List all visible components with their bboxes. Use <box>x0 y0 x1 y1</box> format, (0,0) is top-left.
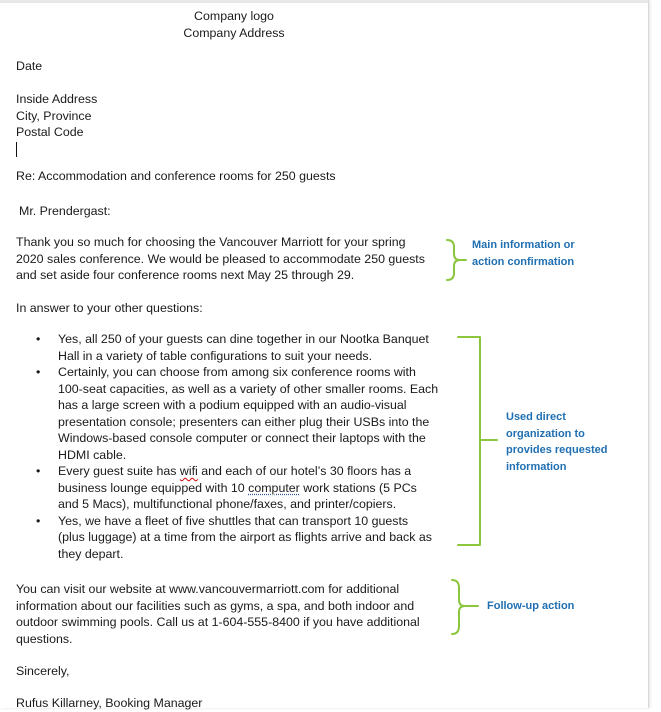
spelling-error-word[interactable]: wifi <box>179 464 198 478</box>
date-line: Date <box>16 59 43 73</box>
list-item: • Yes, we have a fleet of five shuttles that can transport 10 guests (plus luggage) at a time from the airport as flights arrive and back as they depart. <box>36 513 432 561</box>
annotation-main-information: Main information or action confirmation <box>472 239 575 268</box>
postal-code-line: Postal Code <box>16 125 84 139</box>
signature-line: Rufus Killarney, Booking Manager <box>16 696 203 710</box>
answers-list <box>32 331 462 562</box>
intro-line: Thank you so much for choosing the Vancouver Marriott for your spring <box>16 235 406 249</box>
annotation-follow-up: Follow-up action <box>487 600 575 612</box>
company-logo-placeholder: Company logo <box>194 9 274 23</box>
bullet-icon: • <box>36 513 41 528</box>
closing-line: questions. <box>16 631 73 646</box>
sign-off: Sincerely, <box>16 664 70 678</box>
page-top-edge <box>0 0 648 3</box>
intro-line: and set aside four conference rooms next May 25 through 29. <box>16 268 355 282</box>
annotation-direct-organization: Used direct organization to provides requested information <box>506 411 608 473</box>
bullet-icon: • <box>36 464 41 478</box>
closing-line: You can visit our website at www.vancouvermarriott.com for additional <box>16 582 400 596</box>
company-address: Company Address <box>183 26 285 40</box>
inside-address-line: Inside Address <box>16 92 98 106</box>
list-item: • Every guest suite has wifi and each of our hotel’s 30 floors has a business lounge equipped with 10 computer work stations (5 PCs and 5 Macs), multifunctional phone/faxes, and printer/copiers. <box>36 464 417 511</box>
intro-line: 2020 sales conference. We would be pleased to accommodate 250 guests <box>16 251 425 266</box>
list-item: • Certainly, you can choose from among six conference rooms with 100-seat capacities, as well as a variety of other smaller rooms. Each has a large screen with a podium equipped with an audio-visual presentation console; presenters can either plug their USBs into the Windows-based console computer or connect their laptops with the HDMI cable. <box>36 365 439 462</box>
text-cursor[interactable] <box>16 142 17 157</box>
salutation: Mr. Prendergast: <box>19 204 111 218</box>
closing-line: outdoor swimming pools. Call us at 1-604-555-8400 if you have additional <box>16 615 420 629</box>
grammar-flag-word[interactable]: computer <box>248 480 300 495</box>
closing-line: information about our facilities such as gyms, a spa, and both indoor and <box>16 598 415 613</box>
bullet-icon: • <box>36 365 41 379</box>
bullet-icon: • <box>36 332 41 346</box>
list-item: • Yes, all 250 of your guests can dine together in our Nootka Banquet Hall in a variety of table configurations to suit your needs. <box>36 332 429 363</box>
subject-line: Re: Accommodation and conference rooms for 250 guests <box>16 169 336 183</box>
questions-lead: In answer to your other questions: <box>16 301 203 315</box>
city-province-line: City, Province <box>16 108 92 123</box>
